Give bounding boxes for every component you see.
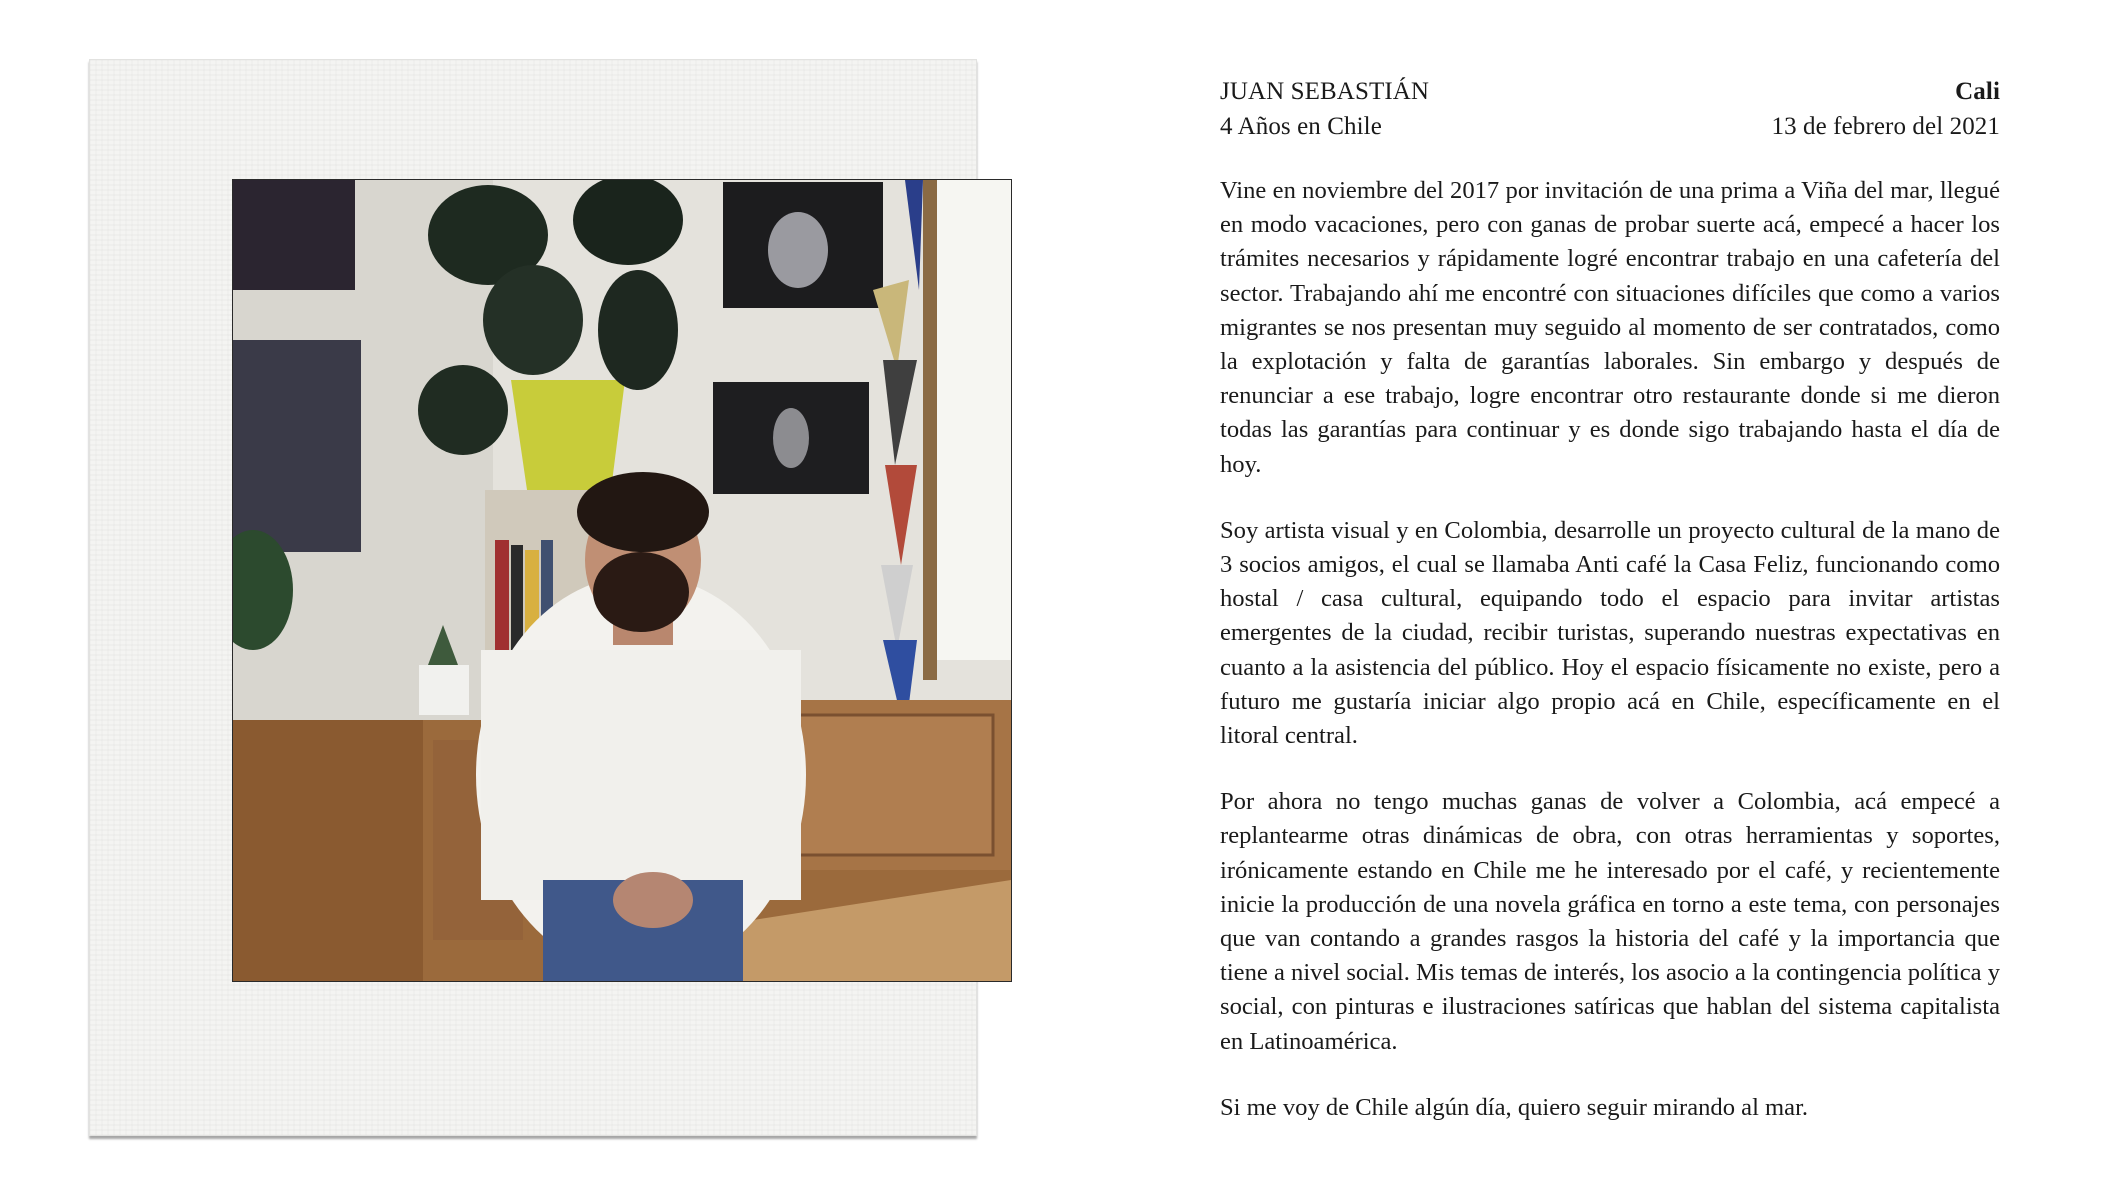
paragraph: Soy artista visual y en Colombia, desarrolle un proyecto cultural de la mano de 3 socios amigos, el cual se llamaba Anti café la Casa Feliz, funcionando como hostal / casa cultural, equipando todo el espacio para invitar artistas emergentes de la ciudad, recibir turistas, superando nuestras expectativas en cuanto a la asistencia del público. Hoy el espacio físicamente no existe, pero a futuro me gustaría iniciar algo propio acá en Chile, específicamente en el litoral central. — [1220, 516, 2000, 750]
text-column — [1220, 74, 2000, 1125]
story-body — [1220, 174, 2000, 1125]
portrait-illustration — [233, 180, 1011, 981]
paragraph: Vine en noviembre del 2017 por invitación de una prima a Viña del mar, llegué en modo vacaciones, pero con ganas de probar suerte acá, empecé a hacer los trámites necesarios y rápidamente logré encontrar trabajo en una cafetería del sector. Trabajando ahí me encontré con situaciones difíciles que como a varios migrantes se nos presentan muy seguido al momento de ser contratados, como la explotación y falta de garantías laborales. Sin embargo y después de renunciar a ese trabajo, logre encontrar otro restaurante donde si me dieron todas las garantías para continuar y es donde sigo trabajando hasta el día de hoy. — [1220, 177, 2000, 478]
date-label: 13 de febrero del 2021 — [1771, 113, 2000, 140]
city-label: Cali — [1955, 78, 2000, 105]
paragraph: Por ahora no tengo muchas ganas de volver a Colombia, acá empecé a replantearme otras dinámicas de obra, con otras herramientas y soportes, irónicamente estando en Chile me he interesado por el café, y recientemente inicie la producción de una novela gráfica en torno a este tema, con personajes que van contando a grandes rasgos la historia del café y la importancia que tiene a nivel social. Mis temas de interés, los asocio a la contingencia política y social, con pinturas e ilustraciones satíricas que hablan del sistema capitalista en Latinoamérica. — [1220, 788, 2000, 1055]
years-in-chile: 4 Años en Chile — [1220, 113, 1382, 140]
header-row-2 — [1220, 109, 2000, 144]
person-name: JUAN SEBASTIÁN — [1220, 78, 1430, 105]
paragraph: Si me voy de Chile algún día, quiero seguir mirando al mar. — [1220, 1093, 1809, 1121]
header-row-1 — [1220, 74, 2000, 109]
polaroid-frame — [89, 59, 977, 1136]
portrait-photo — [232, 179, 1012, 982]
